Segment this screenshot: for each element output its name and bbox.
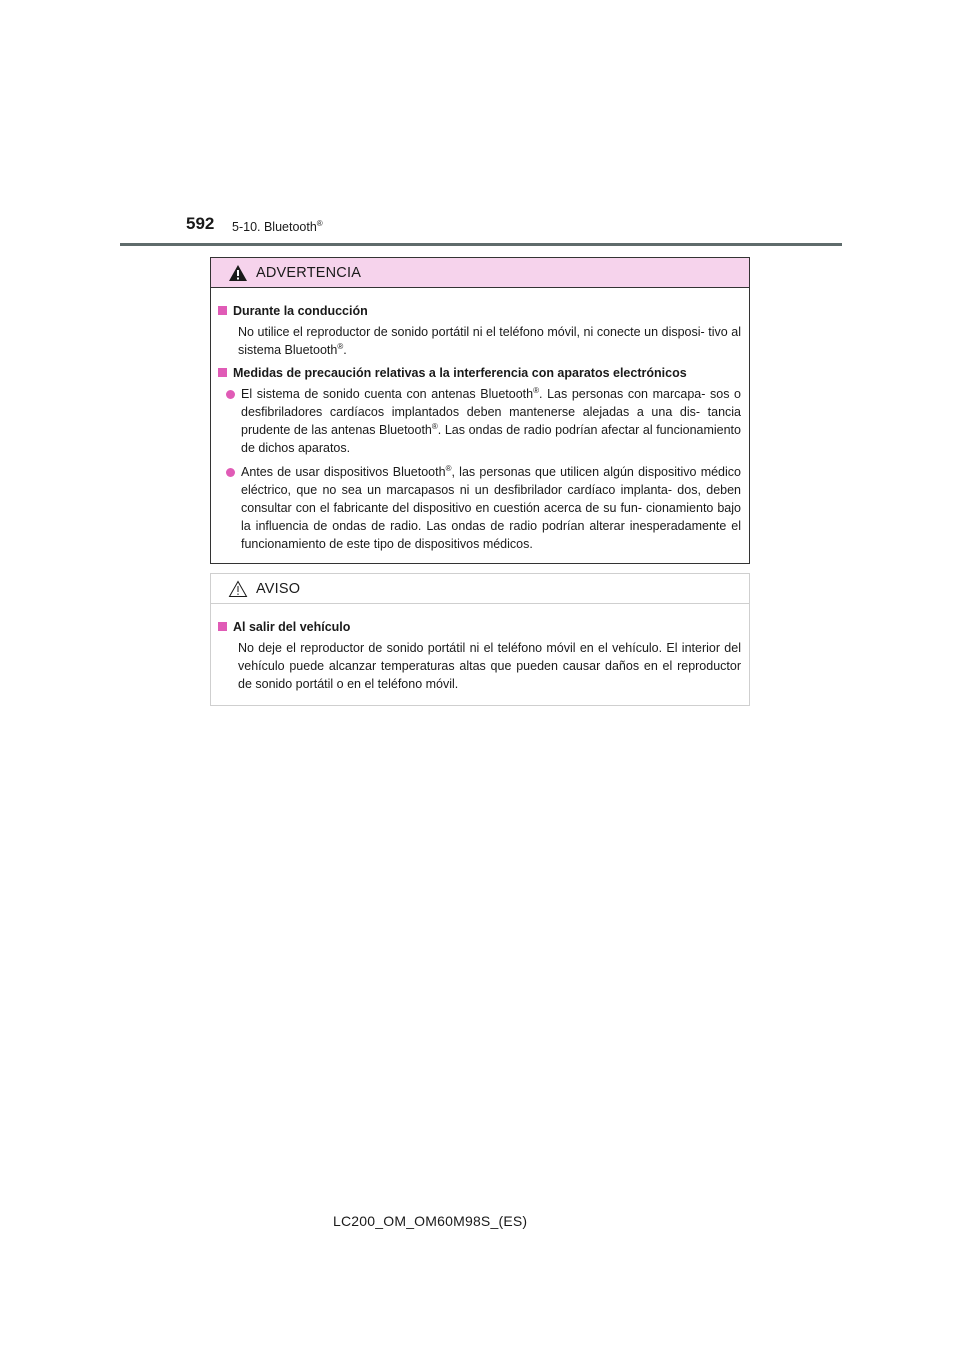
notice-label: AVISO xyxy=(256,580,301,597)
warning-bullet xyxy=(226,385,741,457)
warning-header xyxy=(211,258,749,288)
square-bullet-icon xyxy=(218,622,227,631)
text-part: No utilice el reproductor de sonido portátil ni el teléfono móvil, ni conecte un disposi- tivo al sistema Bluetooth xyxy=(238,325,741,357)
section-title-text: 5-10. Bluetooth xyxy=(232,220,317,234)
registered-mark: ® xyxy=(316,218,323,228)
caution-triangle-outline-icon xyxy=(228,580,248,598)
warning-box xyxy=(210,257,750,564)
square-bullet-icon xyxy=(218,306,227,315)
text-part: . xyxy=(343,343,347,357)
registered-mark: ® xyxy=(337,341,344,351)
registered-mark: ® xyxy=(445,463,452,473)
warning-item-text xyxy=(238,323,741,359)
section-title xyxy=(232,220,323,234)
item-title-text: Medidas de precaución relativas a la interferencia con aparatos electrónicos xyxy=(233,366,687,380)
notice-body xyxy=(211,604,749,693)
square-bullet-icon xyxy=(218,368,227,377)
text-part: . Las personas con marcapa- sos o desfibriladores cardíacos implantados deben mantenerse alejadas a una dis- tancia prudente de las antenas Bluetooth xyxy=(241,387,741,437)
notice-item-title xyxy=(218,618,741,636)
page-number: 592 xyxy=(186,214,215,233)
text-part: , las personas que utilicen algún dispositivo médico eléctrico, que no sea un marcapasos ni un desfibrilador cardíaco implanta- dos, deben consultar con el fabricante del dispositivo en cuestión acerca de su fun- cionamiento bajo la influencia de ondas de radio. Las ondas de radio podrían alterar inesperadamente el funcionamiento de este tipo de dispositivos médicos. xyxy=(241,465,741,551)
header-rule xyxy=(120,243,842,246)
bullet-text xyxy=(241,463,741,553)
bullet-text xyxy=(241,385,741,457)
document-code: LC200_OM_OM60M98S_(ES) xyxy=(333,1213,528,1229)
circle-bullet-icon xyxy=(226,468,235,477)
notice-item-text: No deje el reproductor de sonido portátil ni el teléfono móvil en el vehículo. El interior del vehículo puede alcanzar temperaturas altas que pueden causar daños en el reproductor de sonido portátil o en el teléfono móvil. xyxy=(238,641,741,691)
text-part: Antes de usar dispositivos Bluetooth xyxy=(241,465,446,479)
item-title-text: Durante la conducción xyxy=(233,304,368,318)
warning-body xyxy=(211,288,749,553)
text-part: El sistema de sonido cuenta con antenas Bluetooth xyxy=(241,387,534,401)
warning-label: ADVERTENCIA xyxy=(256,264,362,281)
item-title-text: Al salir del vehículo xyxy=(233,620,351,634)
warning-item-title xyxy=(218,302,741,320)
circle-bullet-icon xyxy=(226,390,235,399)
notice-box xyxy=(210,573,750,706)
warning-item-title xyxy=(218,364,741,382)
registered-mark: ® xyxy=(533,385,539,395)
warning-bullet xyxy=(226,463,741,553)
notice-header xyxy=(211,574,749,604)
warning-triangle-icon xyxy=(228,264,248,282)
text-part: . Las ondas de radio podrían afectar al funcionamiento de dichos aparatos. xyxy=(241,423,741,455)
registered-mark: ® xyxy=(431,421,438,431)
